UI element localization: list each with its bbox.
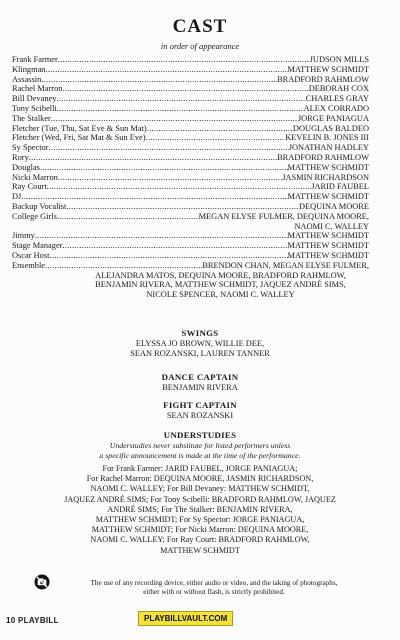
role-name: Tony Scibelli (12, 103, 57, 113)
role-name: The Stalker (12, 113, 51, 123)
role-name: Fletcher (Tue, Thu, Sat Eve & Sun Mat) (12, 123, 147, 133)
actor-name: ALEX CORRADO (303, 103, 369, 113)
role-name: Ray Court (12, 182, 47, 192)
cast-row (12, 202, 369, 212)
cast-list (12, 55, 369, 300)
cast-row (12, 192, 369, 202)
fight-captain-section (30, 400, 370, 421)
actor-name: BRADFORD RAHMLOW (277, 74, 369, 84)
role-name: Ensemble (12, 260, 46, 270)
actor-name: JUDSON MILLS (309, 55, 369, 64)
swings-section (30, 328, 370, 359)
actor-name: BRADFORD RAHMLOW (277, 152, 369, 162)
actor-name: MATTHEW SCHMIDT (287, 64, 369, 74)
role-name: Bill Devaney (12, 94, 57, 104)
section-heading: UNDERSTUDIES (163, 430, 237, 440)
actor-name: JASMIN RICHARDSON (282, 172, 369, 182)
role-name: Nicki Marron (12, 172, 58, 182)
cast-row (12, 241, 369, 251)
playbillvault-link[interactable]: PLAYBILLVAULT.COM (138, 611, 233, 626)
section-line: SEAN ROZANSKI (166, 411, 234, 420)
understudy-line: NAOMI C. WALLEY; For Ray Court: BRADFORD RAHMLOW, (90, 535, 310, 545)
section-heading: FIGHT CAPTAIN (163, 400, 237, 410)
page-number: 10 PLAYBILL (6, 616, 59, 625)
actor-name: KEVELIN B. JONES III (285, 133, 369, 143)
role-name: Fletcher (Wed, Fri, Sat Mat & Sun Eve) (12, 133, 146, 143)
cast-row (12, 231, 369, 241)
understudies-note: a specific announcement is made at the time of the performance. (99, 450, 301, 460)
actor-name: DOUGLAS BALDEO (292, 123, 369, 133)
cast-row (12, 65, 369, 75)
cast-row (12, 94, 369, 104)
cast-row (12, 55, 369, 65)
role-name: Sy Spector (12, 143, 49, 153)
cast-row (12, 114, 369, 124)
cast-row (12, 75, 369, 85)
role-name: DJ (12, 192, 22, 202)
actor-name: MATTHEW SCHMIDT (287, 250, 369, 260)
understudy-line: MATTHEW SCHMIDT; For Sy Spector: JORGE PANIAGUA, (95, 515, 305, 525)
role-name: Stage Manager (12, 241, 63, 251)
role-name: Klingman (12, 64, 46, 74)
cast-row (12, 104, 369, 114)
ensemble-continued: ALEJANDRA MATOS, DEQUINA MOORE, BRADFORD RAHMLOW, (95, 270, 346, 280)
cast-row (12, 173, 369, 183)
role-name: Jimmy (12, 231, 35, 241)
role-name: Backup Vocalist (12, 201, 67, 211)
role-name: Rory (12, 152, 29, 162)
section-line: SEAN ROZANSKI, LAUREN TANNER (130, 349, 270, 358)
page-title: CAST (172, 16, 228, 37)
understudy-line: For Frank Farmer: JARID FAUBEL, JORGE PANIAGUA; (102, 464, 298, 473)
recording-notice: The use of any recording device, either audio or video, and the taking of photographs, either with or without flash, is strictly prohibited. (90, 579, 338, 596)
actor-name: CHARLES GRAY (305, 94, 369, 104)
understudy-line: ANDRÉ SIMS; For The Stalker: BENJAMIN RIVERA, (107, 504, 293, 514)
role-name: Rachel Marron (12, 84, 63, 94)
actor-name: JORGE PANIAGUA (297, 113, 369, 123)
actor-name: MATTHEW SCHMIDT (287, 241, 369, 251)
understudy-line: MATTHEW SCHMIDT; For Nicki Marron: DEQUINA MOORE, (91, 525, 309, 535)
understudy-line: JAQUEZ ANDRÉ SIMS; For Tony Scibelli: BRADFORD RAHMLOW, JAQUEZ (64, 494, 336, 504)
cast-row (12, 153, 369, 163)
actor-name: MEGAN ELYSE FULMER, DEQUINA MOORE, (198, 211, 369, 221)
cast-row (12, 212, 369, 222)
actor-name: JARID FAUBEL (311, 182, 369, 192)
role-name: Douglas (12, 162, 40, 172)
role-name: Frank Farmer (12, 55, 58, 64)
no-camera-icon (34, 574, 50, 590)
cast-row (12, 124, 369, 134)
actor-name: JONATHAN HADLEY (288, 143, 369, 153)
cast-row (12, 143, 369, 153)
cast-row (12, 182, 369, 192)
actor-name: BRENDON CHAN, MEGAN ELYSE FULMER, (202, 260, 369, 270)
page-subtitle: in order of appearance (160, 41, 240, 51)
role-name: Assassin (12, 74, 42, 84)
actor-name-continued: NAOMI C. WALLEY (294, 221, 369, 231)
actor-name: MATTHEW SCHMIDT (287, 192, 369, 202)
understudies-note: Understudies never substitute for listed performers unless (109, 441, 291, 450)
understudy-line: MATTHEW SCHMIDT (160, 545, 240, 555)
section-heading: DANCE CAPTAIN (161, 372, 239, 382)
cast-row (12, 84, 369, 94)
actor-name: DEQUINA MOORE (298, 201, 369, 211)
understudy-line: NAOMI C. WALLEY; For Bill Devaney: MATTHEW SCHMIDT, (90, 484, 310, 494)
section-line: ELYSSA JO BROWN, WILLIE DEE, (135, 339, 265, 348)
cast-row (12, 261, 369, 271)
actor-name: MATTHEW SCHMIDT (287, 162, 369, 172)
actor-name: MATTHEW SCHMIDT (287, 231, 369, 241)
understudy-line: For Rachel Marron: DEQUINA MOORE, JASMIN RICHARDSON, (86, 474, 314, 484)
ensemble-continued: NICOLE SPENCER, NAOMI C. WALLEY (146, 290, 295, 300)
cast-row (12, 163, 369, 173)
cast-row (12, 133, 369, 143)
dance-captain-section (30, 372, 370, 393)
role-name: College Girls (12, 211, 57, 221)
actor-name: DEBORAH COX (308, 84, 369, 94)
section-line: BENJAMIN RIVERA (162, 383, 238, 392)
cast-row (12, 251, 369, 261)
understudies-section (22, 430, 378, 556)
section-heading: SWINGS (181, 328, 219, 338)
ensemble-continued: BENJAMIN RIVERA, MATTHEW SCHMIDT, JAQUEZ ANDRÉ SIMS, (95, 280, 346, 290)
role-name: Oscar Host (12, 250, 50, 260)
